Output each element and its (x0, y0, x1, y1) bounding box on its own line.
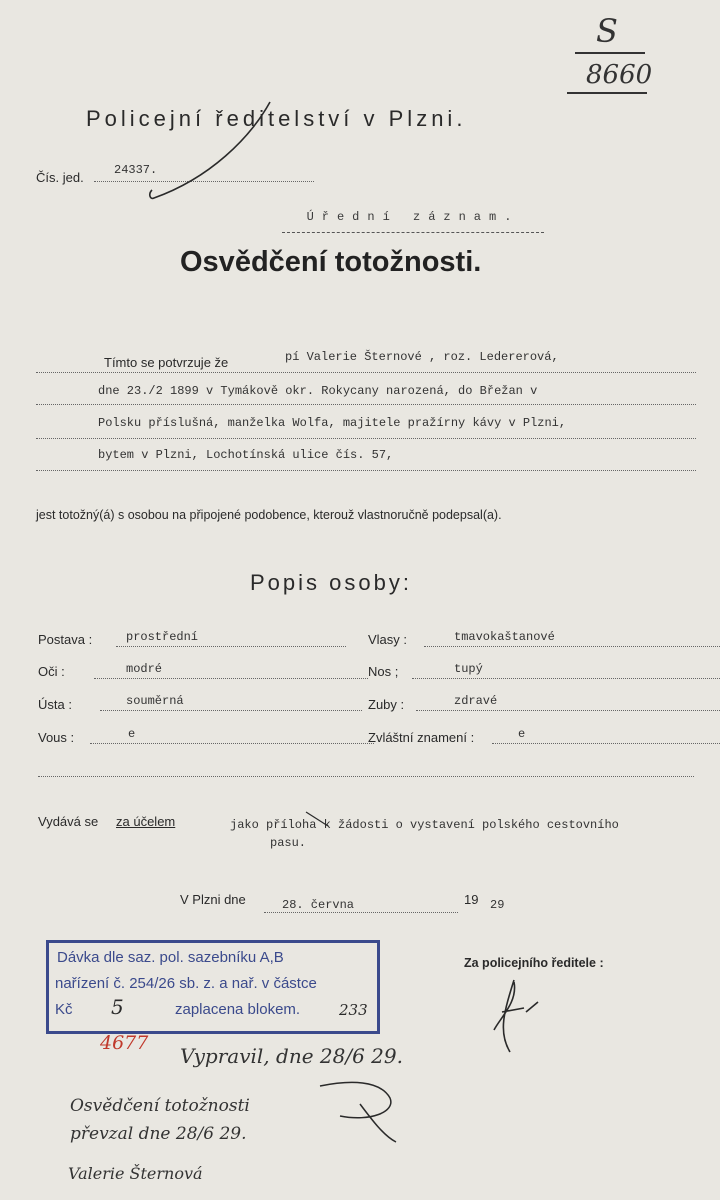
oci-value: modré (94, 662, 368, 679)
zuby-value: zdravé (416, 694, 720, 711)
date-year-prefix: 19 (464, 892, 479, 907)
stamp-line-2: nařízení č. 254/26 sb. z. a nař. v částce (55, 975, 317, 992)
body-dotline-3 (36, 438, 696, 439)
date-year-suffix: 29 (490, 898, 505, 912)
official-signature (474, 972, 554, 1062)
description-heading: Popis osoby: (250, 570, 412, 595)
nos-label: Nos ; (368, 664, 399, 679)
ink-stroke (140, 98, 280, 210)
postava-label: Postava : (38, 632, 93, 647)
body-line3: Polsku příslušná, manželka Wolfa, majitele pražírny kávy v Plzni, (98, 416, 567, 430)
oci-label: Oči : (38, 664, 65, 679)
vlasy-label: Vlasy : (368, 632, 408, 647)
body-line4: bytem v Plzni, Lochotínská ulice čís. 57, (98, 448, 394, 462)
date-day-month: 28. června (264, 898, 458, 913)
postava-value: prostřední (116, 630, 346, 647)
vlasy-value: tmavokaštanové (424, 630, 720, 647)
handwritten-flourish (300, 1076, 420, 1150)
issued-label: Vydává se (38, 814, 99, 829)
body-dotline-1 (36, 372, 696, 373)
body-line1-typed: pí Valerie Šternové , roz. Ledererová, (285, 350, 559, 364)
body-dotline-2 (36, 404, 696, 405)
record-type: Úřední záznam. (282, 210, 544, 233)
stamp-line-3: zaplacena blokem. (175, 1001, 301, 1018)
usta-value: souměrná (100, 694, 362, 711)
corner-underline-2 (567, 92, 647, 94)
ref-label: Čís. jed. (36, 170, 84, 185)
date-prefix: V Plzni dne (180, 892, 246, 907)
signature-label: Za policejního ředitele : (464, 956, 604, 970)
handwritten-note-2b: převzal dne 28/6 29. (70, 1124, 247, 1144)
stamp-block-number: 233 (339, 1001, 368, 1019)
ref-value: 24337. (94, 163, 314, 182)
vous-value: e (90, 727, 374, 744)
issued-field-label: za účelem (116, 814, 176, 829)
authority-title: Policejní ředitelství v Plzni. (86, 106, 467, 131)
corner-number: 8660 (586, 60, 653, 90)
stamp-currency: Kč (55, 1001, 73, 1018)
identity-statement: jest totožný(á) s osobou na připojené podobence, kterouž vlastnoručně podepsal(a). (36, 508, 502, 522)
vous-label: Vous : (38, 730, 75, 745)
usta-label: Ústa : (38, 697, 72, 712)
znameni-value: e (492, 727, 720, 744)
body-prefix: Tímto se potvrzuje že (104, 355, 229, 370)
handwritten-note-1: Vypravil, dne 28/6 29. (180, 1044, 403, 1068)
applicant-signature: Valerie Šternová (68, 1164, 203, 1183)
znameni-label: Zvláštní znamení : (368, 730, 475, 745)
ink-tick (300, 808, 340, 830)
stamp-line-1: Dávka dle saz. pol. sazebníku A,B (57, 949, 284, 966)
description-extra-line (38, 776, 694, 777)
fee-stamp (46, 940, 380, 1034)
corner-mark: S (596, 12, 618, 50)
body-dotline-4 (36, 470, 696, 471)
body-line2: dne 23./2 1899 v Tymákově okr. Rokycany narozená, do Břežan v (98, 384, 538, 398)
issued-purpose-2: pasu. (270, 836, 307, 850)
corner-underline (575, 52, 645, 54)
handwritten-note-2a: Osvědčení totožnosti (70, 1096, 250, 1116)
issued-purpose-1: jako příloha k žádosti o vystavení polského cestovního (230, 818, 619, 832)
nos-value: tupý (412, 662, 720, 679)
red-number: 4677 (100, 1032, 149, 1054)
document-title: Osvědčení totožnosti. (180, 246, 482, 278)
zuby-label: Zuby : (368, 697, 405, 712)
stamp-amount: 5 (111, 995, 124, 1019)
